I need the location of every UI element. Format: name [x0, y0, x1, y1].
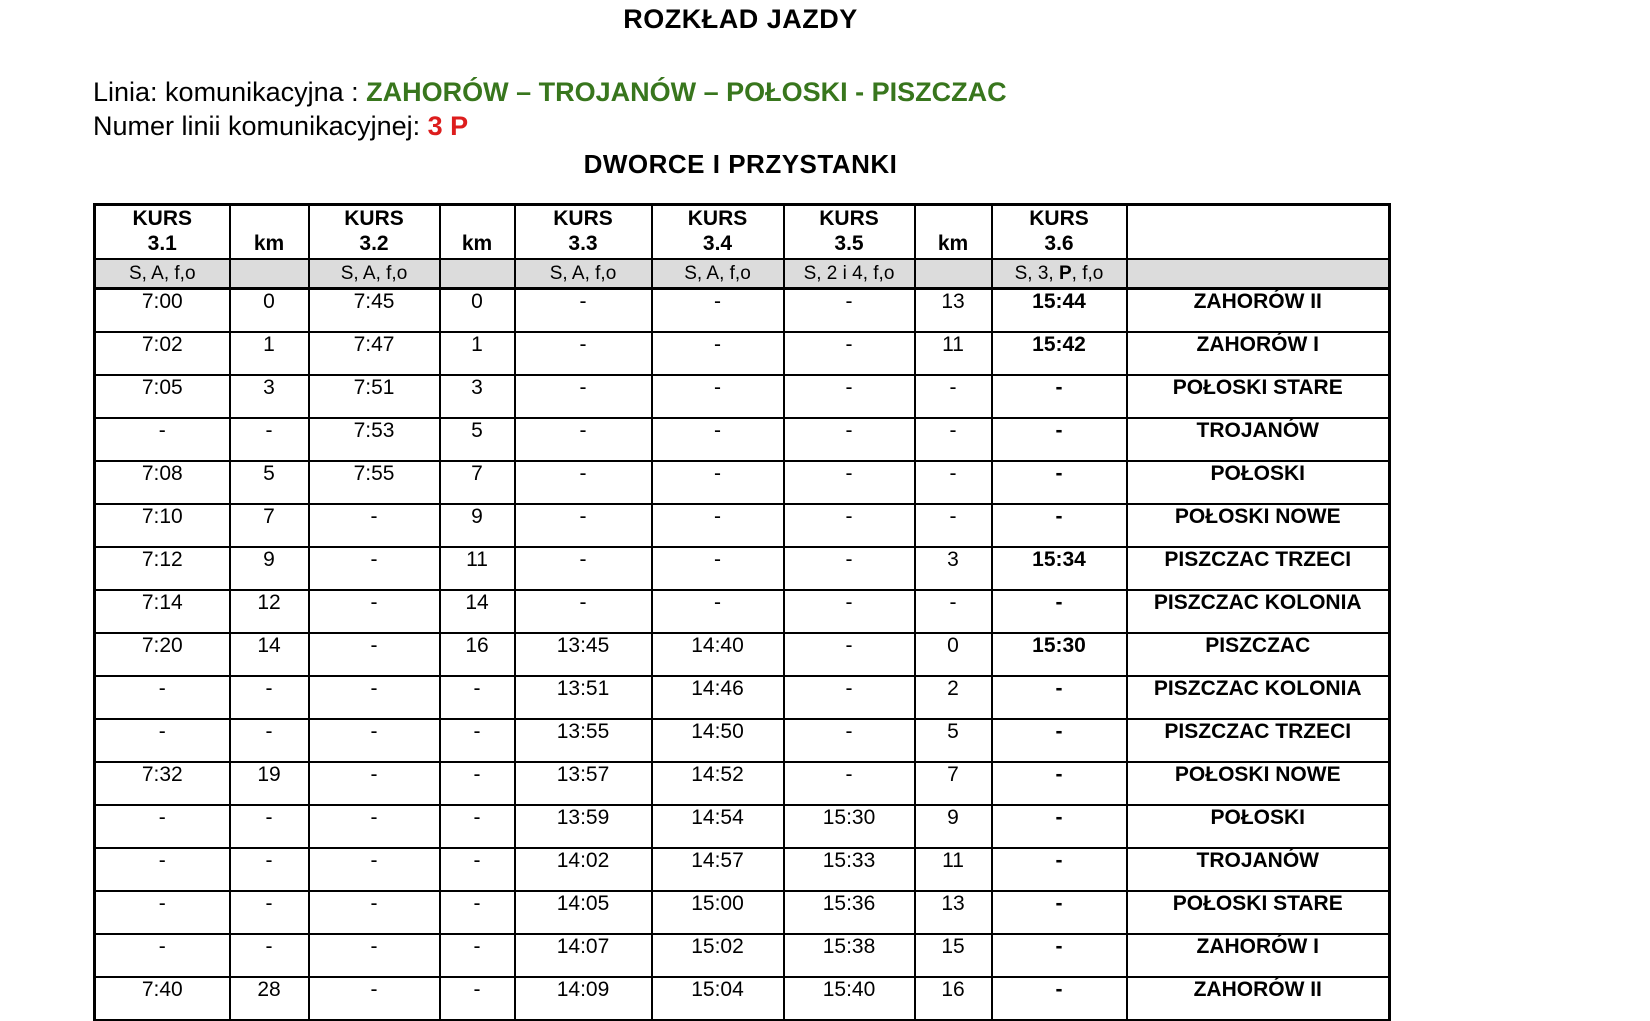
time-cell: -: [309, 805, 440, 848]
km-cell: 5: [230, 461, 309, 504]
time-cell: 15:36: [784, 891, 915, 934]
station-cell: PISZCZAC KOLONIA: [1127, 676, 1390, 719]
time-cell: -: [515, 590, 652, 633]
table-row: [95, 590, 1390, 633]
table-row: [95, 762, 1390, 805]
table-row: [95, 633, 1390, 676]
time-cell: 7:47: [309, 332, 440, 375]
station-cell: PISZCZAC: [1127, 633, 1390, 676]
code-cell: [1127, 259, 1390, 289]
km-cell: 3: [230, 375, 309, 418]
km-cell: -: [915, 504, 992, 547]
time-cell: 14:46: [652, 676, 784, 719]
header-cell: KURS 3.5: [784, 205, 915, 260]
time-cell: -: [784, 590, 915, 633]
km-cell: 1: [440, 332, 515, 375]
code-cell: [440, 259, 515, 289]
time-cell: -: [309, 934, 440, 977]
time-cell: -: [515, 461, 652, 504]
time-cell: -: [95, 891, 230, 934]
time-cell: -: [515, 547, 652, 590]
km-cell: 9: [915, 805, 992, 848]
km-cell: -: [440, 805, 515, 848]
time-cell: -: [309, 633, 440, 676]
time-cell: -: [515, 375, 652, 418]
table-row: [95, 934, 1390, 977]
km-cell: -: [915, 590, 992, 633]
time-cell: -: [652, 332, 784, 375]
timetable-head: [95, 205, 1390, 289]
code-cell: [230, 259, 309, 289]
km-cell: 0: [440, 289, 515, 333]
header-cell: [1127, 205, 1390, 260]
km-cell: 13: [915, 289, 992, 333]
time-cell: 7:45: [309, 289, 440, 333]
timetable-body: [95, 289, 1390, 1021]
station-cell: ZAHORÓW I: [1127, 934, 1390, 977]
time-cell: -: [992, 375, 1127, 418]
time-cell: -: [652, 590, 784, 633]
time-cell: -: [309, 590, 440, 633]
time-cell: 15:38: [784, 934, 915, 977]
km-cell: 11: [440, 547, 515, 590]
km-cell: 15: [915, 934, 992, 977]
header-cell: KURS 3.3: [515, 205, 652, 260]
time-cell: 15:30: [992, 633, 1127, 676]
code-cell: S, 3, P, f,o: [992, 259, 1127, 289]
station-cell: POŁOSKI NOWE: [1127, 504, 1390, 547]
table-row: [95, 289, 1390, 333]
time-cell: 15:33: [784, 848, 915, 891]
time-cell: -: [784, 504, 915, 547]
time-cell: 15:34: [992, 547, 1127, 590]
km-cell: 16: [440, 633, 515, 676]
time-cell: -: [652, 418, 784, 461]
header-row: [95, 205, 1390, 260]
time-cell: -: [992, 805, 1127, 848]
table-row: [95, 719, 1390, 762]
km-cell: 14: [230, 633, 309, 676]
time-cell: -: [515, 332, 652, 375]
table-row: [95, 891, 1390, 934]
time-cell: 14:07: [515, 934, 652, 977]
time-cell: -: [992, 504, 1127, 547]
code-cell: S, A, f,o: [515, 259, 652, 289]
time-cell: -: [309, 719, 440, 762]
time-cell: 15:04: [652, 977, 784, 1021]
time-cell: -: [309, 762, 440, 805]
time-cell: 14:05: [515, 891, 652, 934]
km-cell: 12: [230, 590, 309, 633]
time-cell: -: [95, 676, 230, 719]
table-row: [95, 977, 1390, 1021]
station-cell: PISZCZAC TRZECI: [1127, 547, 1390, 590]
time-cell: 14:52: [652, 762, 784, 805]
header-cell: km: [440, 205, 515, 260]
time-cell: -: [784, 332, 915, 375]
table-row: [95, 418, 1390, 461]
time-cell: -: [992, 590, 1127, 633]
km-cell: -: [440, 934, 515, 977]
header-cell: KURS 3.2: [309, 205, 440, 260]
km-cell: 13: [915, 891, 992, 934]
page-title: ROZKŁAD JAZDY: [623, 4, 858, 34]
time-cell: 7:12: [95, 547, 230, 590]
km-cell: 14: [440, 590, 515, 633]
time-cell: -: [652, 461, 784, 504]
time-cell: 7:02: [95, 332, 230, 375]
time-cell: 7:32: [95, 762, 230, 805]
station-cell: ZAHORÓW I: [1127, 332, 1390, 375]
station-cell: POŁOSKI: [1127, 461, 1390, 504]
time-cell: -: [992, 977, 1127, 1021]
code-cell: S, A, f,o: [95, 259, 230, 289]
time-cell: -: [95, 805, 230, 848]
time-cell: 7:53: [309, 418, 440, 461]
station-cell: ZAHORÓW II: [1127, 289, 1390, 333]
km-cell: -: [440, 676, 515, 719]
time-cell: -: [515, 289, 652, 333]
time-cell: -: [992, 418, 1127, 461]
time-cell: 7:00: [95, 289, 230, 333]
time-cell: 7:20: [95, 633, 230, 676]
station-cell: ZAHORÓW II: [1127, 977, 1390, 1021]
time-cell: -: [652, 289, 784, 333]
header-cell: km: [230, 205, 309, 260]
km-cell: 1: [230, 332, 309, 375]
km-cell: -: [440, 848, 515, 891]
time-cell: -: [309, 848, 440, 891]
time-cell: -: [784, 633, 915, 676]
time-cell: -: [992, 461, 1127, 504]
km-cell: 0: [230, 289, 309, 333]
station-cell: TROJANÓW: [1127, 848, 1390, 891]
km-cell: 11: [915, 848, 992, 891]
time-cell: 15:00: [652, 891, 784, 934]
km-cell: 16: [915, 977, 992, 1021]
km-cell: 9: [230, 547, 309, 590]
table-row: [95, 461, 1390, 504]
time-cell: 14:50: [652, 719, 784, 762]
km-cell: 5: [440, 418, 515, 461]
time-cell: 13:51: [515, 676, 652, 719]
km-cell: -: [230, 891, 309, 934]
time-cell: -: [784, 418, 915, 461]
time-cell: -: [95, 719, 230, 762]
document-content: [93, 0, 1388, 1021]
time-cell: -: [784, 719, 915, 762]
km-cell: -: [230, 805, 309, 848]
km-cell: 11: [915, 332, 992, 375]
time-cell: -: [992, 891, 1127, 934]
header-cell: KURS 3.6: [992, 205, 1127, 260]
time-cell: -: [515, 418, 652, 461]
time-cell: -: [992, 934, 1127, 977]
time-cell: 14:54: [652, 805, 784, 848]
stations-subtitle: DWORCE I PRZYSTANKI: [583, 149, 898, 179]
time-cell: -: [784, 461, 915, 504]
km-cell: 3: [440, 375, 515, 418]
line-label: Linia: komunikacyjna :: [93, 77, 367, 107]
km-cell: -: [230, 418, 309, 461]
table-row: [95, 547, 1390, 590]
code-cell: S, A, f,o: [309, 259, 440, 289]
time-cell: -: [784, 762, 915, 805]
table-row: [95, 676, 1390, 719]
km-cell: 3: [915, 547, 992, 590]
km-cell: -: [230, 719, 309, 762]
time-cell: 13:45: [515, 633, 652, 676]
code-cell: S, 2 i 4, f,o: [784, 259, 915, 289]
time-cell: -: [784, 676, 915, 719]
km-cell: 7: [230, 504, 309, 547]
time-cell: -: [309, 547, 440, 590]
time-cell: 15:40: [784, 977, 915, 1021]
station-cell: PISZCZAC TRZECI: [1127, 719, 1390, 762]
time-cell: 15:44: [992, 289, 1127, 333]
km-cell: 9: [440, 504, 515, 547]
route-name: ZAHORÓW – TROJANÓW – POŁOSKI - PISZCZAC: [366, 77, 1007, 107]
code-cell: [915, 259, 992, 289]
code-cell: S, A, f,o: [652, 259, 784, 289]
station-cell: POŁOSKI STARE: [1127, 375, 1390, 418]
km-cell: 19: [230, 762, 309, 805]
time-cell: 15:42: [992, 332, 1127, 375]
time-cell: -: [309, 891, 440, 934]
time-cell: -: [992, 762, 1127, 805]
time-cell: 15:30: [784, 805, 915, 848]
timetable: [93, 203, 1391, 1021]
time-cell: 14:02: [515, 848, 652, 891]
km-cell: 7: [440, 461, 515, 504]
km-cell: -: [915, 375, 992, 418]
table-row: [95, 375, 1390, 418]
line-number-row: [93, 109, 1388, 143]
time-cell: 15:02: [652, 934, 784, 977]
time-cell: -: [992, 848, 1127, 891]
time-cell: -: [992, 676, 1127, 719]
time-cell: -: [992, 719, 1127, 762]
station-cell: POŁOSKI STARE: [1127, 891, 1390, 934]
time-cell: -: [309, 977, 440, 1021]
km-cell: -: [440, 719, 515, 762]
table-row: [95, 848, 1390, 891]
time-cell: -: [652, 504, 784, 547]
table-row: [95, 504, 1390, 547]
codes-row: [95, 259, 1390, 289]
km-cell: -: [440, 891, 515, 934]
time-cell: -: [652, 547, 784, 590]
km-cell: -: [440, 762, 515, 805]
km-cell: -: [230, 934, 309, 977]
header-cell: KURS 3.1: [95, 205, 230, 260]
km-cell: 28: [230, 977, 309, 1021]
km-cell: -: [915, 418, 992, 461]
time-cell: 13:59: [515, 805, 652, 848]
km-cell: 2: [915, 676, 992, 719]
time-cell: -: [95, 848, 230, 891]
time-cell: 7:08: [95, 461, 230, 504]
time-cell: -: [784, 547, 915, 590]
line-row: [93, 75, 1388, 109]
line-info-block: [93, 75, 1388, 143]
line-number-value: 3 P: [427, 111, 469, 141]
line-number-label: Numer linii komunikacyjnej:: [93, 111, 428, 141]
time-cell: -: [784, 289, 915, 333]
time-cell: -: [309, 504, 440, 547]
time-cell: 14:40: [652, 633, 784, 676]
km-cell: -: [230, 848, 309, 891]
time-cell: 7:10: [95, 504, 230, 547]
table-row: [95, 332, 1390, 375]
time-cell: -: [784, 375, 915, 418]
station-cell: POŁOSKI NOWE: [1127, 762, 1390, 805]
time-cell: 14:09: [515, 977, 652, 1021]
km-cell: -: [440, 977, 515, 1021]
header-cell: km: [915, 205, 992, 260]
time-cell: -: [309, 676, 440, 719]
time-cell: 7:14: [95, 590, 230, 633]
station-cell: PISZCZAC KOLONIA: [1127, 590, 1390, 633]
time-cell: -: [95, 934, 230, 977]
time-cell: -: [652, 375, 784, 418]
table-row: [95, 805, 1390, 848]
station-cell: TROJANÓW: [1127, 418, 1390, 461]
km-cell: 7: [915, 762, 992, 805]
km-cell: 0: [915, 633, 992, 676]
header-cell: KURS 3.4: [652, 205, 784, 260]
km-cell: -: [915, 461, 992, 504]
time-cell: 7:51: [309, 375, 440, 418]
km-cell: -: [230, 676, 309, 719]
station-cell: POŁOSKI: [1127, 805, 1390, 848]
km-cell: 5: [915, 719, 992, 762]
time-cell: 14:57: [652, 848, 784, 891]
time-cell: -: [515, 504, 652, 547]
time-cell: 7:05: [95, 375, 230, 418]
time-cell: 13:55: [515, 719, 652, 762]
time-cell: 13:57: [515, 762, 652, 805]
time-cell: -: [95, 418, 230, 461]
time-cell: 7:40: [95, 977, 230, 1021]
time-cell: 7:55: [309, 461, 440, 504]
